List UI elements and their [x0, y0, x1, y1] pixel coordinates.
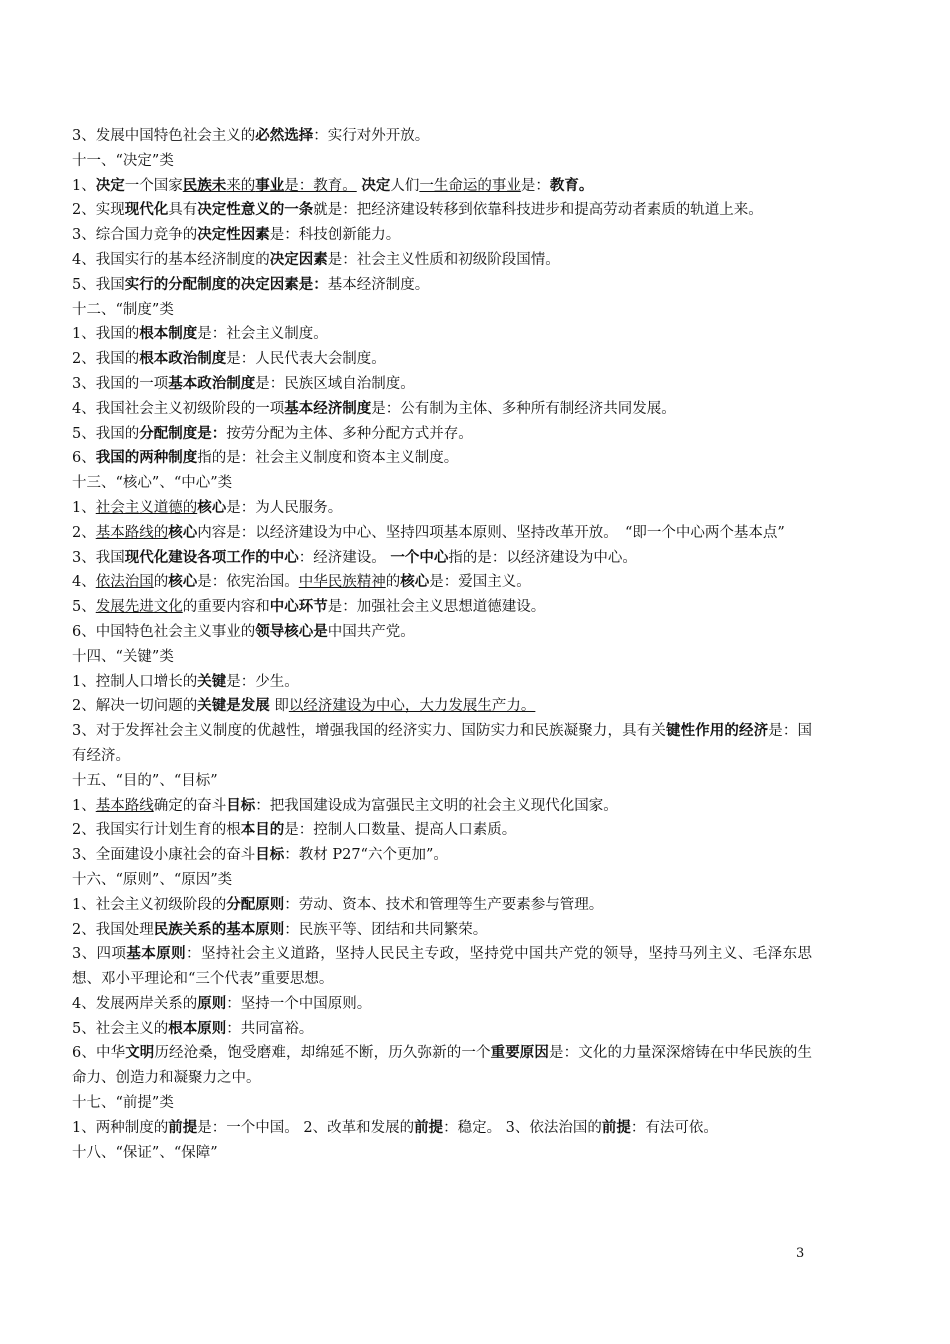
- text-run: 依法治国: [95, 574, 154, 591]
- text-run: 分配原则: [226, 895, 285, 913]
- text-run: 基本经济制度: [284, 399, 372, 417]
- list-item: [72, 893, 812, 918]
- text-run: 十三、“核心”、“中心”类: [72, 475, 233, 492]
- list-item: [72, 670, 812, 695]
- text-run: 是：加强社会主义思想道德建设。: [327, 599, 546, 616]
- text-run: 中华民族精神: [298, 574, 386, 591]
- text-run: ：有法可依。: [630, 1119, 718, 1136]
- text-run: 基本路线: [95, 797, 154, 814]
- text-run: 决定: [361, 176, 391, 194]
- text-run: 前提: [601, 1118, 631, 1136]
- text-run: 3、我国的一项: [72, 375, 169, 392]
- text-run: ：教材 P27“六个更加”。: [284, 847, 448, 864]
- text-run: ：民族平等、团结和共同繁荣。: [284, 921, 488, 938]
- list-item: [72, 570, 812, 595]
- text-run: 是：爱国主义。: [429, 574, 531, 591]
- text-run: 领导核心是: [255, 622, 328, 640]
- text-run: 是：社会主义性质和初级阶段国情。: [327, 251, 560, 268]
- text-run: 本目的: [240, 821, 285, 839]
- section-heading: [72, 1091, 812, 1116]
- list-item: [72, 794, 812, 819]
- text-run: 是：教育。: [284, 177, 357, 194]
- text-run: 发展先进文化: [95, 599, 183, 616]
- text-run: 是：国有经济。: [72, 723, 812, 764]
- section-heading: [72, 471, 812, 496]
- text-run: 1、我国的: [72, 326, 140, 343]
- text-run: ：劳动、资本、技术和管理等生产要素参与管理。: [284, 896, 604, 913]
- text-run: 确定的奋斗: [153, 797, 227, 814]
- list-item: [72, 521, 812, 546]
- text-run: 基本路线的: [95, 524, 169, 541]
- text-run: 决定性因素: [197, 226, 270, 244]
- text-run: 分配制度是：: [139, 424, 227, 442]
- text-run: 是：社会主义制度。: [197, 326, 328, 343]
- list-item: [72, 719, 812, 769]
- text-run: 核心: [197, 498, 227, 516]
- text-run: 2、我国处理: [72, 921, 154, 938]
- text-run: 核心: [400, 573, 430, 591]
- list-item: [72, 174, 812, 199]
- text-run: 3、对于发挥社会主义制度的优越性，增强我国的经济实力、国防实力和民族凝聚力，具有关: [72, 723, 666, 740]
- text-run: 5、: [72, 599, 96, 616]
- list-item: [72, 992, 812, 1017]
- list-item: [72, 818, 812, 843]
- list-item: [72, 1116, 812, 1141]
- text-run: 的重要内容和: [182, 599, 270, 616]
- text-run: 十七、“前提”类: [72, 1095, 174, 1112]
- text-run: 是：人民代表大会制度。: [226, 351, 386, 368]
- text-run: 目标: [255, 846, 285, 864]
- list-item: [72, 918, 812, 943]
- text-run: 内容是：以经济建设为中心、坚持四项基本原则、坚持改革开放。 “即一个中心两个基本点”: [197, 524, 785, 541]
- text-run: 1、: [72, 499, 96, 516]
- text-run: 原则: [197, 994, 227, 1012]
- text-run: 前提: [168, 1118, 198, 1136]
- text-run: 重要原因: [490, 1044, 550, 1062]
- list-item: [72, 198, 812, 223]
- section-heading: [72, 298, 812, 323]
- section-heading: [72, 149, 812, 174]
- text-run: 3、发展中国特色社会主义的: [72, 128, 256, 144]
- list-item: [72, 223, 812, 248]
- text-run: 2、: [72, 524, 96, 541]
- text-run: 根本政治制度: [139, 350, 227, 368]
- section-heading: [72, 868, 812, 893]
- text-run: 5、我国的: [72, 425, 140, 442]
- list-item: [72, 595, 812, 620]
- text-run: 核心: [168, 523, 198, 541]
- text-run: 民族关系的基本原则: [153, 920, 285, 938]
- document-body: [72, 124, 812, 1165]
- list-item: [72, 446, 812, 471]
- text-run: 6、中华: [72, 1045, 126, 1062]
- text-run: 指的是：以经济建设为中心。: [448, 549, 637, 566]
- text-run: 根本原则: [168, 1019, 227, 1037]
- text-run: 就是：把经济建设转移到依靠科技进步和提高劳动者素质的轨道上来。: [313, 202, 763, 219]
- list-item: [72, 124, 812, 149]
- list-item: [72, 273, 812, 298]
- text-run: 决定性意义的一条: [197, 201, 314, 219]
- text-run: 民族未: [182, 176, 227, 194]
- text-run: 按劳分配为主体、多种分配方式并存。: [226, 425, 473, 442]
- text-run: 必然选择: [255, 127, 314, 144]
- text-run: 是：为人民服务。: [226, 499, 343, 516]
- text-run: 社会主义道德的: [95, 499, 198, 516]
- text-run: 3、四项: [72, 946, 127, 963]
- list-item: [72, 620, 812, 645]
- text-run: 是：控制人口数量、提高人口素质。: [284, 822, 517, 839]
- section-heading: [72, 1141, 812, 1166]
- list-item: [72, 546, 812, 571]
- text-run: 历经沧桑，饱受磨难，却绵延不断，历久弥新的一个: [154, 1045, 491, 1062]
- text-run: ：把我国建设成为富强民主文明的社会主义现代化国家。: [255, 797, 618, 814]
- list-item: [72, 347, 812, 372]
- text-run: 是：公有制为主体、多种所有制经济共同发展。: [371, 400, 676, 417]
- text-run: 基本政治制度: [168, 374, 256, 392]
- text-run: 键性作用的经济: [665, 722, 769, 740]
- text-run: 是：民族区域自治制度。: [255, 375, 415, 392]
- text-run: 基本原则: [126, 945, 187, 963]
- text-run: 的: [153, 574, 169, 591]
- list-item: [72, 422, 812, 447]
- list-item: [72, 397, 812, 422]
- text-run: ：共同富裕。: [226, 1020, 314, 1037]
- text-run: 3、我国: [72, 549, 125, 566]
- text-run: 十八、“保证”、“保障”: [72, 1144, 218, 1161]
- list-item: [72, 372, 812, 397]
- text-run: 十四、“关键”类: [72, 648, 174, 665]
- text-run: 十二、“制度”类: [72, 301, 174, 318]
- list-item: [72, 496, 812, 521]
- text-run: 十一、“决定”类: [72, 152, 174, 169]
- text-run: 2、我国实行计划生育的根: [72, 822, 241, 839]
- text-run: 1、: [72, 797, 96, 814]
- text-run: 我国的两种制度: [95, 449, 198, 467]
- text-run: 来的: [226, 177, 256, 194]
- text-run: 是：一个中国。 2、改革和发展的: [197, 1119, 415, 1136]
- text-run: 1、控制人口增长的: [72, 673, 198, 690]
- text-run: 核心: [168, 573, 198, 591]
- text-run: ：坚持一个中国原则。: [226, 995, 372, 1012]
- text-run: 是：少生。: [226, 673, 299, 690]
- text-run: 2、我国的: [72, 351, 140, 368]
- text-run: 4、我国社会主义初级阶段的一项: [72, 400, 285, 417]
- text-run: 中心环节: [269, 598, 328, 616]
- section-heading: [72, 769, 812, 794]
- text-run: 即: [269, 698, 289, 715]
- text-run: 十六、“原则”、“原因”类: [72, 871, 233, 888]
- text-run: 根本制度: [139, 325, 198, 343]
- text-run: 实行的分配制度的决定因素是：: [124, 275, 328, 293]
- text-run: ：稳定。 3、依法治国的: [443, 1119, 602, 1136]
- text-run: 3、综合国力竞争的: [72, 227, 198, 244]
- text-run: 中国共产党。: [327, 623, 415, 640]
- text-run: 6、中国特色社会主义事业的: [72, 623, 256, 640]
- list-item: [72, 322, 812, 347]
- text-run: 6、: [72, 450, 96, 467]
- text-run: 是：依宪治国。: [197, 574, 299, 591]
- text-run: 指的是：社会主义制度和资本主义制度。: [197, 450, 459, 467]
- text-run: 是：: [520, 177, 550, 194]
- list-item: [72, 1017, 812, 1042]
- text-run: 4、: [72, 574, 96, 591]
- text-run: 文明: [125, 1044, 155, 1062]
- text-run: 关键: [197, 672, 227, 690]
- text-run: 5、社会主义的: [72, 1020, 169, 1037]
- text-run: 一个中心: [390, 548, 449, 566]
- text-run: 1、: [72, 177, 96, 194]
- text-run: 以经济建设为中心，大力发展生产力。: [288, 698, 536, 715]
- page-number: 3: [796, 1246, 805, 1261]
- section-heading: [72, 645, 812, 670]
- text-run: 4、发展两岸关系的: [72, 995, 198, 1012]
- text-run: 基本经济制度。: [327, 276, 430, 293]
- text-run: 现代化建设各项工作的中心: [124, 548, 299, 566]
- text-run: 十五、“目的”、“目标”: [72, 772, 218, 789]
- text-run: 教育。: [549, 176, 594, 194]
- list-item: [72, 694, 812, 719]
- text-run: 是：文化的力量深深熔铸在中华民族的生命力、创造力和凝聚力之中。: [72, 1045, 813, 1087]
- text-run: 3、全面建设小康社会的奋斗: [72, 847, 256, 864]
- text-run: 决定: [95, 176, 125, 194]
- text-run: 1、两种制度的: [72, 1119, 169, 1136]
- text-run: 现代化: [124, 201, 169, 219]
- text-run: 是：科技创新能力。: [269, 227, 401, 244]
- text-run: 的: [385, 574, 401, 591]
- text-run: ：实行对外开放。: [313, 128, 430, 144]
- text-run: 2、实现: [72, 202, 125, 219]
- list-item: [72, 843, 812, 868]
- text-run: 1、社会主义初级阶段的: [72, 896, 227, 913]
- text-run: 4、我国实行的基本经济制度的: [72, 251, 270, 268]
- text-run: 目标: [226, 796, 256, 814]
- text-run: ：经济建设。: [298, 549, 391, 566]
- text-run: 一生命运的事业: [419, 177, 521, 194]
- list-item: [72, 1041, 812, 1091]
- text-run: 前提: [414, 1118, 444, 1136]
- text-run: 人们: [390, 177, 420, 194]
- list-item: [72, 942, 812, 992]
- text-run: ：坚持社会主义道路，坚持人民民主专政，坚持党中国共产党的领导，坚持马列主义、毛泽东思想、邓小平理论和“三个代表”重要思想。: [72, 946, 813, 988]
- text-run: 事业: [255, 176, 285, 194]
- text-run: 2、解决一切问题的: [72, 698, 198, 715]
- list-item: [72, 248, 812, 273]
- text-run: 关键是发展: [197, 697, 270, 715]
- text-run: 具有: [168, 202, 198, 219]
- text-run: 5、我国: [72, 276, 125, 293]
- text-run: 一个国家: [124, 177, 183, 194]
- text-run: 决定因素: [269, 250, 328, 268]
